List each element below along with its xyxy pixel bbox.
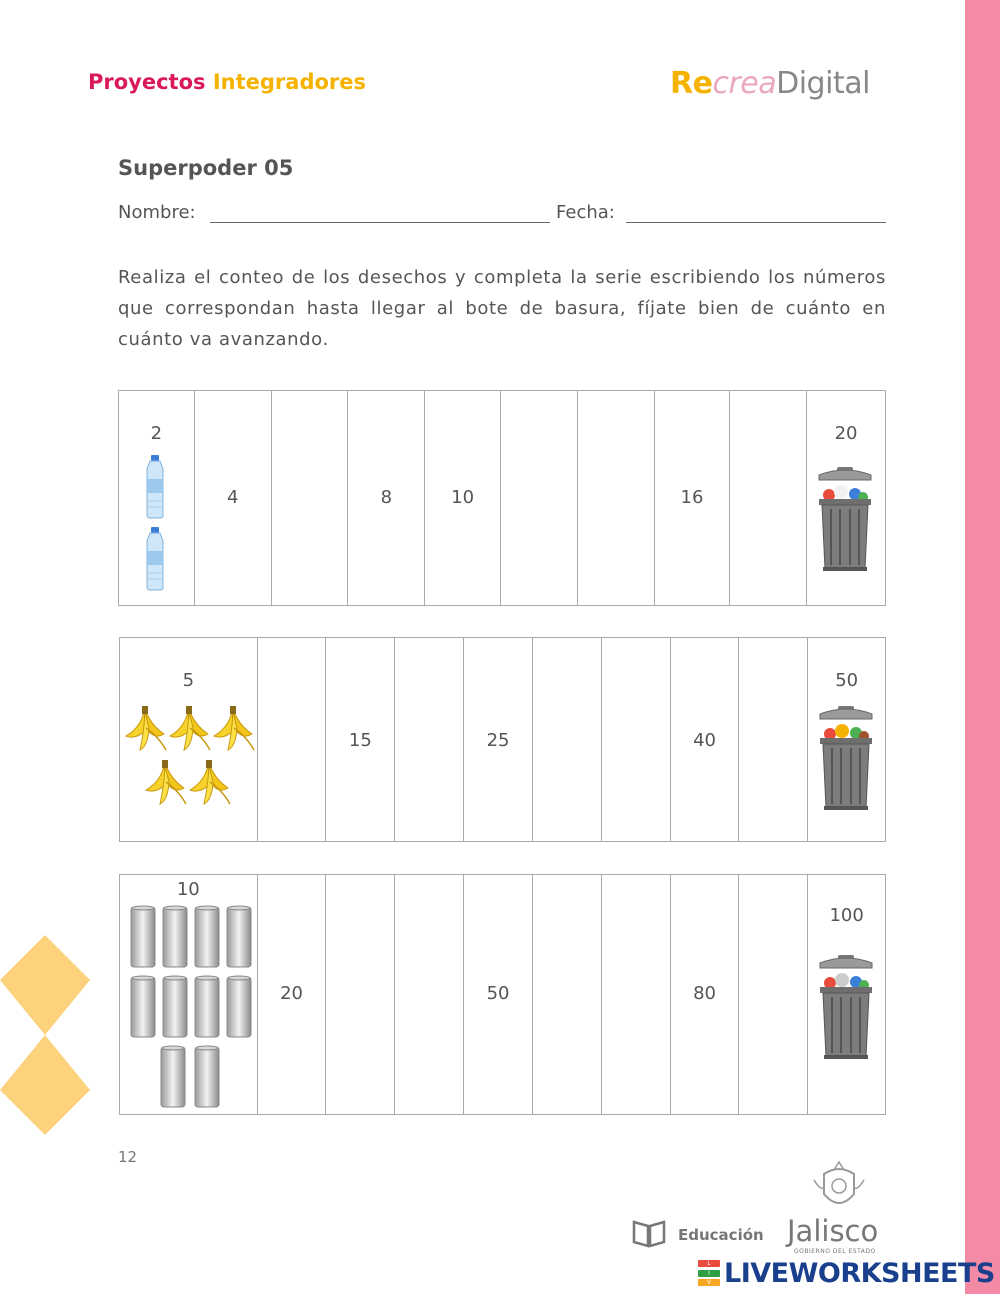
name-date-row <box>118 202 886 228</box>
soda-can-icon <box>130 975 156 1043</box>
soda-can-icon <box>162 905 188 973</box>
page-number: 12 <box>118 1148 138 1166</box>
side-decoration-bar <box>965 0 1000 1294</box>
series-number: 16 <box>680 487 704 508</box>
banana-peel-icon <box>122 706 168 756</box>
education-label: Educación <box>678 1226 764 1244</box>
trash-can-icon <box>815 465 875 579</box>
recrea-digital-logo <box>670 66 870 101</box>
series-number: 5 <box>182 670 195 691</box>
series-number: 20 <box>280 983 303 1004</box>
soda-can-icon <box>226 905 252 973</box>
series-bottles-cell[interactable] <box>730 391 807 605</box>
logo-digital: Digital <box>776 66 870 101</box>
series-number: 20 <box>834 423 858 444</box>
series-table-bananas <box>119 637 886 842</box>
series-bottles-cell <box>195 391 272 605</box>
series-cans-cell[interactable] <box>533 875 602 1114</box>
series-cans-cell[interactable] <box>395 875 464 1114</box>
name-label: Nombre: <box>118 202 196 223</box>
series-number: 10 <box>176 879 200 900</box>
series-bananas-cell <box>671 638 740 841</box>
date-label: Fecha: <box>556 202 615 223</box>
series-bottles-cell <box>425 391 501 605</box>
series-bottles-cell[interactable] <box>578 391 655 605</box>
name-field-line[interactable] <box>210 222 550 223</box>
series-number: 4 <box>226 487 239 508</box>
series-cans-cell[interactable] <box>739 875 808 1114</box>
instructions: Realiza el conteo de los desechos y completa la serie escribiendo los números que correspondan hasta llegar al bote de basura, fíjate bien de cuánto en cuánto va avanzando. <box>118 267 886 350</box>
series-bananas-cell[interactable] <box>739 638 808 841</box>
soda-can-icon <box>194 905 220 973</box>
series-number: 50 <box>835 670 859 691</box>
banana-peel-icon <box>210 706 256 756</box>
logo-re: Re <box>670 66 713 101</box>
brand-word-2: Integradores <box>212 70 367 94</box>
series-bottles-cell[interactable] <box>501 391 578 605</box>
logo-crea: crea <box>712 66 777 101</box>
series-cans-cell <box>120 875 258 1114</box>
water-bottle-icon <box>143 455 167 523</box>
series-bottles-cell[interactable] <box>272 391 349 605</box>
series-number: 40 <box>693 730 716 751</box>
series-bottles-cell <box>119 391 195 605</box>
series-number: 100 <box>829 905 864 926</box>
banana-peel-icon <box>142 760 188 810</box>
page-title: Superpoder 05 <box>118 156 294 180</box>
series-bananas-cell[interactable] <box>533 638 602 841</box>
liveworksheets-text: LIVEWORKSHEETS <box>724 1257 995 1289</box>
jalisco-label: Jalisco <box>787 1214 879 1248</box>
soda-can-icon <box>130 905 156 973</box>
series-bananas-cell <box>464 638 533 841</box>
liveworksheets-badge-icon: L I V <box>698 1260 720 1286</box>
brand-word-1: Proyectos <box>88 70 206 94</box>
series-cans-cell <box>258 875 327 1114</box>
soda-can-icon <box>162 975 188 1043</box>
trash-can-icon <box>816 953 876 1067</box>
footer-logos <box>632 1160 892 1260</box>
series-bananas-cell[interactable] <box>602 638 671 841</box>
jalisco-sublabel: GOBIERNO DEL ESTADO <box>794 1248 876 1255</box>
chevron-decoration <box>0 935 90 1135</box>
series-table-bottles <box>118 390 886 606</box>
jalisco-shield-icon <box>810 1160 868 1216</box>
soda-can-icon <box>194 1045 220 1113</box>
soda-can-icon <box>226 975 252 1043</box>
series-bottles-cell <box>807 391 885 605</box>
series-bananas-cell[interactable] <box>258 638 327 841</box>
series-number: 25 <box>486 730 510 751</box>
book-icon <box>632 1218 666 1248</box>
series-bottles-cell <box>655 391 731 605</box>
series-cans-cell <box>808 875 885 1114</box>
series-number: 15 <box>348 730 372 751</box>
series-table-cans <box>119 874 886 1115</box>
series-cans-cell <box>464 875 533 1114</box>
series-bananas-cell[interactable] <box>395 638 464 841</box>
series-bananas-cell <box>808 638 885 841</box>
series-number: 2 <box>150 423 163 444</box>
soda-can-icon <box>194 975 220 1043</box>
series-cans-cell[interactable] <box>602 875 671 1114</box>
banana-peel-icon <box>166 706 212 756</box>
trash-can-icon <box>816 704 876 818</box>
series-bottles-cell <box>348 391 425 605</box>
liveworksheets-watermark <box>698 1258 995 1288</box>
series-number: 8 <box>380 487 393 508</box>
water-bottle-icon <box>143 527 167 595</box>
series-cans-cell[interactable] <box>326 875 395 1114</box>
series-number: 50 <box>486 983 510 1004</box>
date-field-line[interactable] <box>626 222 886 223</box>
series-bananas-cell <box>326 638 395 841</box>
series-bananas-cell <box>120 638 258 841</box>
soda-can-icon <box>160 1045 186 1113</box>
brand-title <box>88 70 366 94</box>
series-cans-cell <box>671 875 740 1114</box>
banana-peel-icon <box>186 760 232 810</box>
series-number: 10 <box>451 487 475 508</box>
series-number: 80 <box>693 983 716 1004</box>
